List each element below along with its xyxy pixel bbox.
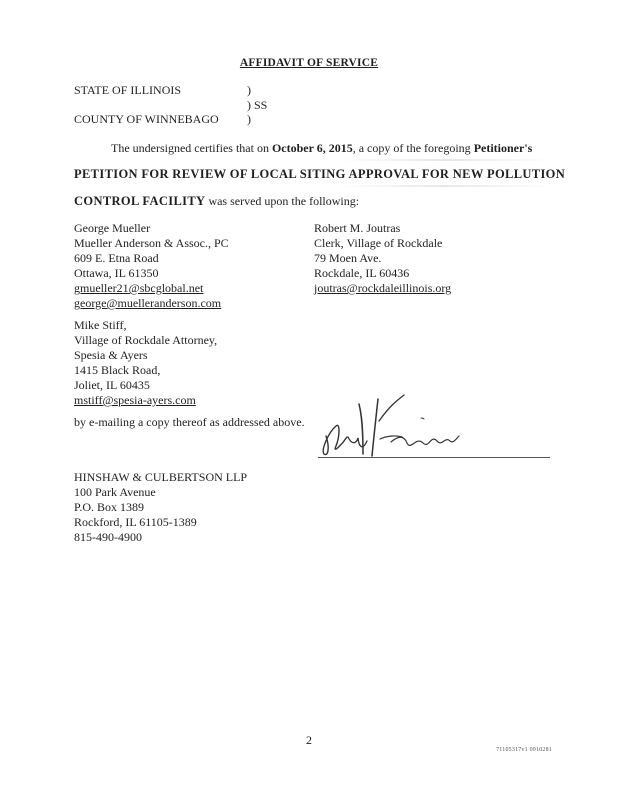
recipient-name: Robert M. Joutras — [314, 221, 401, 235]
recipient-firm: Mueller Anderson & Assoc., PC — [74, 236, 229, 250]
recipient-street: 609 E. Etna Road — [74, 251, 159, 265]
bleed-through-shadow — [340, 159, 550, 161]
petition-title-rest: was served upon the following: — [208, 194, 360, 208]
recipient-email-link[interactable]: george@muelleranderson.com — [74, 296, 222, 310]
signature-line — [318, 457, 550, 458]
service-method: by e-mailing a copy thereof as addressed above. — [74, 415, 305, 429]
venue-ss: ) SS — [247, 98, 268, 112]
certification-middle: , a copy of the foregoing — [352, 141, 471, 155]
recipient-name: George Mueller — [74, 221, 151, 235]
petition-title-bold: CONTROL FACILITY — [74, 194, 206, 208]
recipient-robert-joutras — [314, 221, 451, 296]
recipient-email-link[interactable]: gmueller21@sbcglobal.net — [74, 281, 204, 295]
recipient-firm: Spesia & Ayers — [74, 348, 148, 362]
recipient-title: Village of Rockdale Attorney, — [74, 333, 218, 347]
certification-prefix: The undersigned certifies that on — [111, 141, 269, 155]
signature-icon — [318, 392, 473, 462]
recipient-george-mueller — [74, 221, 229, 311]
petition-title-line-1: PETITION FOR REVIEW OF LOCAL SITING APPROVAL FOR NEW POLLUTION — [74, 167, 566, 181]
recipient-email-link[interactable]: joutras@rockdaleillinois.org — [314, 281, 452, 295]
bleed-through-shadow — [340, 185, 550, 187]
recipient-mike-stiff — [74, 318, 217, 408]
petition-title-line-2 — [74, 194, 359, 209]
firm-phone: 815-490-4900 — [74, 530, 142, 544]
recipient-street: 1415 Black Road, — [74, 363, 161, 377]
recipient-street: 79 Moen Ave. — [314, 251, 382, 265]
recipient-title: Clerk, Village of Rockdale — [314, 236, 443, 250]
firm-city: Rockford, IL 61105-1389 — [74, 515, 197, 529]
certification-line — [111, 141, 532, 156]
recipient-city: Ottawa, IL 61350 — [74, 266, 159, 280]
service-date: October 6, 2015 — [271, 141, 353, 155]
recipient-city: Joliet, IL 60435 — [74, 378, 150, 392]
recipient-name: Mike Stiff, — [74, 318, 127, 332]
venue-paren-bottom: ) — [247, 112, 251, 126]
firm-signature-block — [74, 470, 247, 545]
venue-paren-top: ) — [247, 83, 251, 97]
document-title: AFFIDAVIT OF SERVICE — [239, 57, 379, 69]
document-id: 71105317v1 0910281 — [496, 747, 552, 753]
state-caption: STATE OF ILLINOIS — [74, 83, 182, 97]
firm-street: 100 Park Avenue — [74, 485, 156, 499]
recipient-email-link[interactable]: mstiff@spesia-ayers.com — [74, 393, 196, 407]
page-number: 2 — [306, 733, 312, 747]
county-caption: COUNTY OF WINNEBAGO — [74, 112, 219, 126]
petitioner-label: Petitioner's — [473, 141, 533, 155]
firm-po-box: P.O. Box 1389 — [74, 500, 145, 514]
firm-name: HINSHAW & CULBERTSON LLP — [74, 470, 248, 484]
recipient-city: Rockdale, IL 60436 — [314, 266, 410, 280]
